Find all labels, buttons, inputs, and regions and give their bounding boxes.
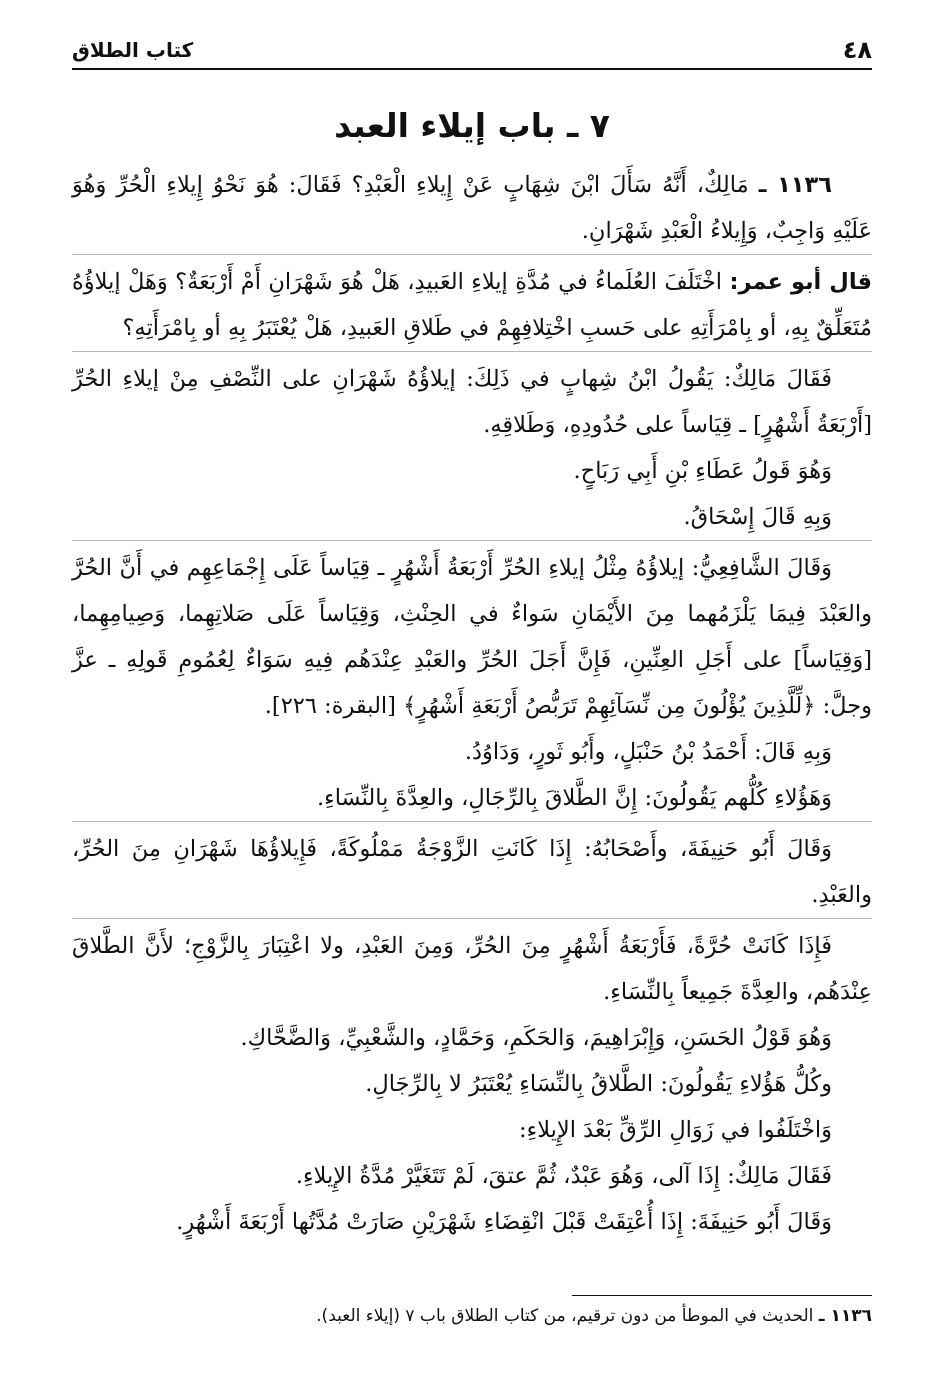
paragraph-abu-hanifa: وَقَالَ أَبُو حَنِيفَةَ، وأَصْحَابُهُ: إِذَا كَانَتِ الزَّوْجَةُ مَمْلُوكَةً، فَإِيلاؤُهَا شَهْرَانِ مِنَ الحُرِّ، والعَبْدِ. [72,821,872,918]
hadith-paragraph [72,162,872,254]
chapter-title: ٧ ـ باب إيلاء العبد [334,106,610,145]
paragraph-malik: فَقَالَ مَالِكٌ: يَقُولُ ابْنُ شِهابٍ في ذَلِكَ: إيلاؤُهُ شَهْرَانِ على النِّصْفِ مِنْ إيلاءِ الحُرِّ [أَرْبَعَةُ أَشْهُرٍ] ـ قِيَاساً على حُدُودِهِ، وَطَلاقِهِ. [72,351,872,448]
commentary-text: اخْتَلَفَ العُلَماءُ في مُدَّةِ إيلاءِ العَبيدِ، هَلْ هُوَ شَهْرَانِ أَمْ أَرْبَعَةٌ؟ وَهَلْ إيلاؤُهُ مُتَعَلِّقٌ بِهِ، أو بِامْرَأَتِهِ على حَسبِ اخْتِلافِهِمْ في طَلاقِ العَبيدِ، هَلْ يُعْتَبَرُ بِهِ أو بِامْرَأَتِهِ؟ [72,269,872,341]
paragraph-malik-itq: فَقَالَ مَالِكٌ: إِذَا آلى، وَهُوَ عَبْدٌ، ثُمَّ عتقَ، لَمْ تَتَغَيَّرْ مُدَّةُ الإِيلاءِ. [295,1163,832,1189]
footnote [72,1302,872,1330]
hadith-text: مَالِكٌ، أَنَّهُ سَأَلَ ابْنَ شِهَابٍ عَنْ إِيلاءِ الْعَبْدِ؟ فَقَالَ: هُوَ نَحْوُ إِيلاءِ الْحُرِّ وَهُوَ عَلَيْهِ وَاجِبٌ، وَإِيلاءُ الْعَبْدِ شَهْرَانِ. [72,172,872,244]
paragraph-ikhtilaf: وَاخْتَلَفُوا في زَوَالِ الرِّقِّ بَعْدَ الإِيلاءِ: [519,1117,832,1143]
paragraph-ishaq: وَبِهِ قَالَ إِسْحَاقُ. [683,504,832,530]
commentary-paragraph [72,254,872,351]
paragraph-ahmad: وَبِهِ قَالَ: أَحْمَدُ بْنُ حَنْبَلٍ، وأَبُو ثَورٍ، وَدَاوُدُ. [464,739,832,765]
paragraph-abu-hanifa-itq: وَقَالَ أَبُو حَنِيفَةَ: إِذَا أُعْتِقَتْ قَبْلَ انْقِضَاءِ شَهْرَيْنِ صَارَتْ مُدَّتُها أَرْبَعَةَ أَشْهُرٍ. [176,1209,832,1235]
paragraph-talaq-rijal: وَهَؤُلاءِ كُلُّهم يَقُولُونَ: إِنَّ الطَّلاقَ بِالرِّجَالِ، والعِدَّةَ بِالنِّسَاءِ. [316,785,832,811]
running-title: كتاب الطلاق [72,38,194,62]
paragraph-nisa: وكُلُّ هَؤُلاءِ يَقُولُونَ: الطَّلاقُ بِالنِّسَاءِ يُعْتَبَرُ لا بِالرِّجَالِ. [365,1071,832,1097]
page-header [72,32,872,70]
main-text [72,162,872,1245]
hadith-number: ١١٣٦ ـ [758,172,833,198]
commentary-lead: قال أبو عمر: [729,269,873,295]
footnote-text: الحديث في الموطأ من دون ترقيم، من كتاب الطلاق باب ٧ (إيلاء العبد). [316,1306,814,1326]
footnote-number: ١١٣٦ ـ [818,1306,872,1326]
footnote-divider [572,1295,872,1296]
paragraph-hurra: فَإِذَا كَانَتْ حُرَّةً، فَأَرْبَعَةُ أَشْهُرٍ مِنَ الحُرِّ، وَمِنَ العَبْدِ، ولا اعْتِبَارَ بِالزَّوْجِ؛ لأَنَّ الطَّلاقَ عِنْدَهُم، والعِدَّةَ جَمِيعاً بِالنِّسَاءِ. [72,918,872,1015]
page-number: ٤٨ [842,36,872,64]
paragraph-ata: وَهُوَ قَولُ عَطَاءِ بْنِ أَبِي رَبَاحٍ. [573,458,832,484]
paragraph-hasan: وَهُوَ قَوْلُ الحَسَنِ، وَإِبْرَاهِيمَ، وَالحَكَمِ، وَحَمَّادٍ، والشَّعْبِيِّ، وَالضَّحَّاكِ. [240,1025,832,1051]
paragraph-shafii: وَقَالَ الشَّافِعِيُّ: إيلاؤُهُ مِثْلُ إيلاءِ الحُرِّ أَرْبَعَةُ أَشْهُرٍ ـ قِيَاساً عَلَى إِجْمَاعِهِم في أَنَّ الحُرَّ والعَبْدَ فِيمَا يَلْزَمُهما مِنَ الأَيْمَانِ سَواءٌ في الحِنْثِ، وَقِيَاساً عَلَى صَلاتِهِما، وَصِيامِهِما، [وَقِيَاساً] على أَجَلِ العِنِّينِ، فَإِنَّ أَجَلَ الحُرِّ والعَبْدِ عِنْدَهُم فِيهِ سَوَاءٌ لِعُمُومِ قَولِهِ ـ عزَّ وجلَّ: ﴿لِّلَّذِينَ يُؤْلُونَ مِن نِّسَآئِهِمْ تَرَبُّصُ أَرْبَعَةِ أَشْهُرٍ﴾ [البقرة: ٢٢٦]. [72,540,872,729]
